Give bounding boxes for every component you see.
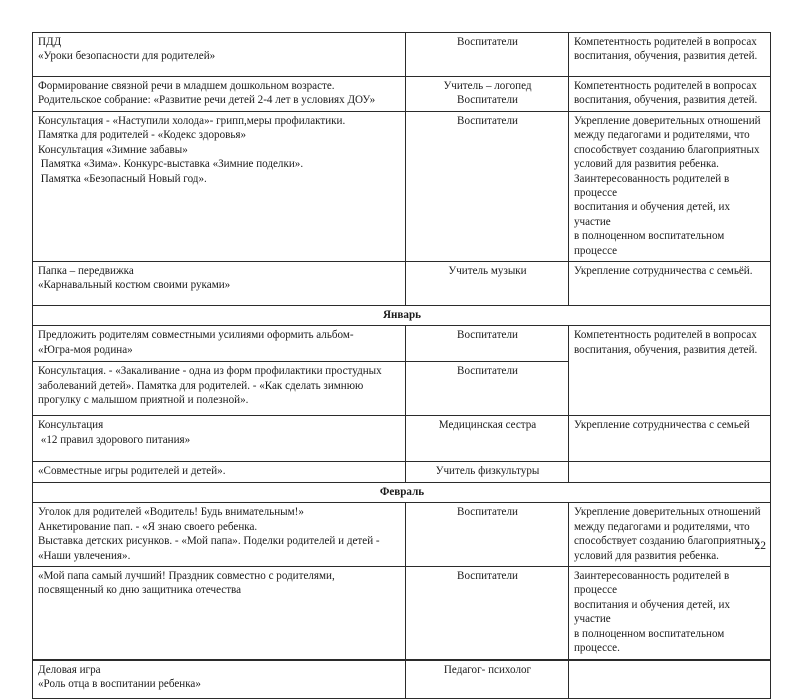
result-line: воспитания, обучения, развития детей. bbox=[574, 94, 758, 107]
activity-line: Выставка детских рисунков. - «Мой папа». Поделки родителей и детей - bbox=[38, 535, 380, 548]
activity-line: заболеваний детей». Памятка для родителей. - «Как сделать зимнюю bbox=[38, 379, 364, 392]
table-row bbox=[33, 503, 771, 567]
activity-line: «Мой папа самый лучший! Праздник совместно с родителями, bbox=[38, 570, 335, 583]
responsible-cell bbox=[406, 567, 569, 660]
activity-cell bbox=[33, 660, 406, 699]
activity-line: Предложить родителям совместными усилиями оформить альбом- bbox=[38, 329, 354, 342]
result-line: Компетентность родителей в вопросах bbox=[574, 80, 757, 92]
responsible-cell bbox=[406, 416, 569, 462]
activity-cell bbox=[33, 503, 406, 567]
table-row bbox=[33, 111, 771, 261]
responsible-cell bbox=[406, 462, 569, 482]
responsible-line: Медицинская сестра bbox=[438, 419, 537, 432]
month-header-row bbox=[33, 482, 771, 502]
result-line: Укрепление сотрудничества с семьёй. bbox=[574, 265, 753, 278]
result-cell bbox=[569, 503, 771, 567]
responsible-cell bbox=[406, 262, 569, 306]
responsible-line: Воспитатели bbox=[457, 570, 518, 583]
activity-line: Памятка «Зима». Конкурс-выставка «Зимние поделки». bbox=[38, 158, 304, 171]
activity-line: Консультация. - «Закаливание - одна из форм профилактики простудных bbox=[38, 365, 382, 378]
activity-cell bbox=[33, 262, 406, 306]
activity-line: Консультация «Зимние забавы» bbox=[38, 143, 188, 156]
activity-cell bbox=[33, 77, 406, 112]
result-cell bbox=[569, 111, 771, 261]
activity-line: Уголок для родителей «Водитель! Будь внимательным!» bbox=[38, 506, 304, 519]
activity-line: Папка – передвижка bbox=[38, 265, 134, 278]
page-number: 22 bbox=[754, 540, 766, 552]
responsible-line: Воспитатели bbox=[457, 506, 518, 519]
table-row bbox=[33, 262, 771, 306]
result-cell bbox=[569, 262, 771, 306]
activity-line: Памятка «Безопасный Новый год». bbox=[38, 172, 207, 185]
result-line: в полноценном воспитательном процессе bbox=[574, 230, 728, 257]
table-body bbox=[33, 33, 771, 699]
activity-cell bbox=[33, 567, 406, 660]
table-row bbox=[33, 77, 771, 112]
responsible-cell bbox=[406, 503, 569, 567]
activity-line: Деловая игра bbox=[38, 663, 101, 676]
result-line: способствует созданию благоприятных bbox=[574, 535, 760, 548]
result-line: между педагогами и родителями, что bbox=[574, 520, 750, 533]
activity-line: «Роль отца в воспитании ребенка» bbox=[38, 677, 201, 690]
month-header-row bbox=[33, 306, 771, 326]
activity-line: прогулку с малышом приятной и полезной». bbox=[38, 394, 249, 407]
result-line: способствует созданию благоприятных bbox=[574, 143, 760, 156]
responsible-line: Воспитатели bbox=[457, 36, 518, 48]
result-line: Заинтересованность родителей в процессе bbox=[574, 570, 732, 597]
month-header-january: Январь bbox=[33, 306, 771, 326]
result-line: Укрепление доверительных отношений bbox=[574, 506, 761, 519]
activity-line: Формирование связной речи в младшем дошкольном возрасте. bbox=[38, 80, 335, 92]
activity-line: «Наши увлечения». bbox=[38, 549, 131, 562]
activity-cell bbox=[33, 111, 406, 261]
responsible-line: Учитель физкультуры bbox=[435, 465, 540, 478]
responsible-cell bbox=[406, 326, 569, 362]
table-row bbox=[33, 462, 771, 482]
result-line: Компетентность родителей в вопросах bbox=[574, 329, 757, 342]
table-row bbox=[33, 33, 771, 77]
activity-line: «12 правил здорового питания» bbox=[38, 433, 191, 446]
activity-line: Консультация bbox=[38, 419, 104, 432]
parent-work-plan-table bbox=[32, 32, 771, 699]
activity-cell bbox=[33, 416, 406, 462]
responsible-line: Воспитатели bbox=[457, 94, 518, 107]
result-line: воспитания и обучения детей, их участие bbox=[574, 598, 733, 626]
result-cell bbox=[569, 77, 771, 112]
activity-line: Анкетирование пап. - «Я знаю своего ребенка. bbox=[38, 520, 258, 533]
activity-cell bbox=[33, 362, 406, 416]
responsible-cell bbox=[406, 77, 569, 112]
result-cell bbox=[569, 462, 771, 482]
activity-line: Родительское собрание: «Развитие речи детей 2-4 лет в условиях ДОУ» bbox=[38, 94, 376, 107]
activity-line: «Совместные игры родителей и детей». bbox=[38, 465, 226, 478]
activity-line: Памятка для родителей - «Кодекс здоровья» bbox=[38, 129, 247, 142]
responsible-line: Воспитатели bbox=[457, 329, 518, 342]
result-line: Укрепление доверительных отношений bbox=[574, 114, 761, 127]
activity-line: «Югра-моя родина» bbox=[38, 343, 133, 356]
responsible-line: Воспитатели bbox=[457, 365, 518, 378]
responsible-line: Воспитатели bbox=[457, 114, 518, 127]
responsible-cell bbox=[406, 660, 569, 699]
result-line: Компетентность родителей в вопросах bbox=[574, 36, 757, 48]
responsible-cell bbox=[406, 111, 569, 261]
activity-line: «Карнавальный костюм своими руками» bbox=[38, 279, 231, 292]
responsible-line: Педагог- психолог bbox=[443, 663, 532, 676]
result-line: в полноценном воспитательном процессе. bbox=[574, 627, 728, 655]
activity-line: ПДД bbox=[38, 36, 62, 48]
activity-line: «Уроки безопасности для родителей» bbox=[38, 50, 216, 63]
result-cell bbox=[569, 416, 771, 462]
activity-cell bbox=[33, 33, 406, 77]
result-line: между педагогами и родителями, что bbox=[574, 129, 750, 142]
table-row bbox=[33, 416, 771, 462]
table-row bbox=[33, 567, 771, 660]
result-line: условий для развития ребенка. bbox=[574, 549, 719, 562]
result-cell bbox=[569, 326, 771, 416]
responsible-line: Учитель – логопед bbox=[443, 80, 532, 92]
result-line: Укрепление сотрудничества с семьей bbox=[574, 419, 750, 432]
result-line: Заинтересованность родителей в процессе bbox=[574, 172, 732, 199]
activity-line: посвященный ко дню защитника отечества bbox=[38, 584, 242, 597]
activity-line: Консультация - «Наступили холода»- грипп,меры профилактики. bbox=[38, 114, 346, 127]
result-cell bbox=[569, 567, 771, 660]
table-row bbox=[33, 326, 771, 362]
result-line: условий для развития ребенка. bbox=[574, 158, 719, 171]
activity-cell bbox=[33, 462, 406, 482]
table-row bbox=[33, 660, 771, 699]
month-header-february: Февраль bbox=[33, 482, 771, 502]
result-cell bbox=[569, 660, 771, 699]
result-cell bbox=[569, 33, 771, 77]
responsible-line: Учитель музыки bbox=[448, 265, 527, 278]
result-line: воспитания, обучения, развития детей. bbox=[574, 343, 758, 356]
result-line: воспитания и обучения детей, их участие bbox=[574, 201, 733, 228]
activity-cell bbox=[33, 326, 406, 362]
responsible-cell bbox=[406, 362, 569, 416]
result-line: воспитания, обучения, развития детей. bbox=[574, 50, 758, 63]
responsible-cell bbox=[406, 33, 569, 77]
